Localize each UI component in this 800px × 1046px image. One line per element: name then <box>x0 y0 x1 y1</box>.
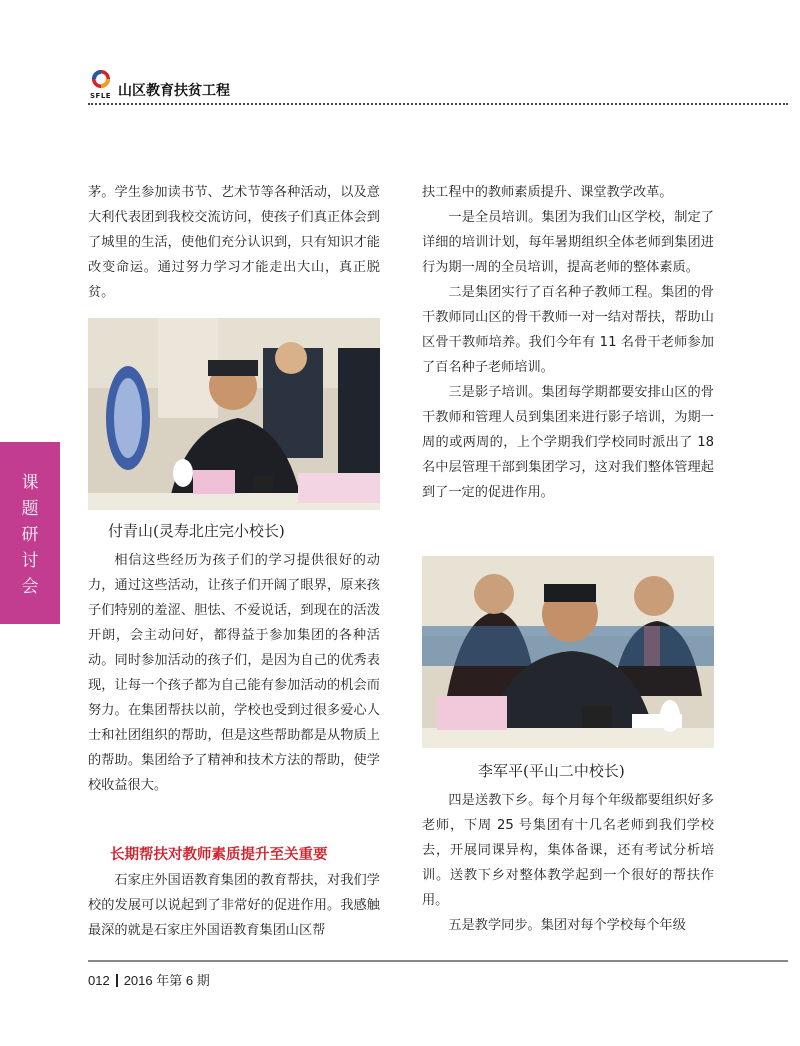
header-dotted-rule <box>88 103 788 105</box>
page-header <box>88 68 788 108</box>
sfle-logo-icon <box>88 68 114 106</box>
side-tab-char: 研 <box>21 525 39 545</box>
logo-text: SFLE <box>90 92 112 100</box>
body-paragraph: 四是送教下乡。每个月每个年级都要组织好多老师，下周 25 号集团有十几名老师到我们学校去，开展同课异构，集体备课，还有考试分析培训。送教下乡对整体教学起到一个很好的帮扶作用。 <box>422 793 714 908</box>
issue-label: 2016 年第 6 期 <box>123 973 210 988</box>
section-heading: 长期帮扶对教师素质提升至关重要 <box>110 846 328 863</box>
photo-speaker-1 <box>88 318 380 510</box>
body-paragraph: 二是集团实行了百名种子教师工程。集团的骨干教师同山区的骨干教师一对一结对帮扶，帮助山区骨干教师培养。我们今年有 11 名骨干老师参加了百名种子老师培训。 <box>422 285 714 375</box>
right-column-bottom <box>422 788 714 938</box>
body-paragraph: 三是影子培训。集团每学期都要安排山区的骨干教师和管理人员到集团来进行影子培训，为期一周的或两周的，上个学期我们学校同时派出了 18 名中层管理干部到集团学习，这对我们整体管理起到了一定的促进作用。 <box>422 385 714 500</box>
footer-rule <box>88 960 788 962</box>
photo-1-caption: 付青山(灵寿北庄完小校长) <box>108 522 285 540</box>
side-tab-char: 题 <box>21 499 39 519</box>
page-footer <box>88 970 210 989</box>
side-tab-char: 课 <box>21 473 39 493</box>
body-paragraph: 相信这些经历为孩子们的学习提供很好的动力，通过这些活动，让孩子们开阔了眼界，原来孩子们特别的羞涩、胆怯、不爱说话，到现在的活泼开朗，会主动问好，都得益于参加集团的各种活动。同时参加活动的孩子们，是因为自己的优秀表现，让每一个孩子都为自己能有参加活动的机会而努力。在集团帮扶以前，学校也受到过很多爱心人士和社团组织的帮助，但是这些帮助都是从物质上的帮助。集团给予了精神和技术方法的帮助，使学校收益很大。 <box>88 553 380 793</box>
side-tab-char: 讨 <box>21 551 39 571</box>
side-tab-char: 会 <box>21 577 39 597</box>
photo-1-illustration <box>88 318 380 510</box>
section-side-tab <box>0 442 60 624</box>
body-paragraph: 石家庄外国语教育集团的教育帮扶，对我们学校的发展可以说起到了非常好的促进作用。我感触最深的就是石家庄外国语教育集团山区帮 <box>88 873 380 938</box>
left-column-top <box>88 180 380 305</box>
right-column-top <box>422 180 714 505</box>
body-paragraph: 茅。学生参加读书节、艺术节等各种活动，以及意大利代表团到我校交流访问，使孩子们真正体会到了城里的生活，使他们充分认识到，只有知识才能改变命运。通过努力学习才能走出大山，真正脱贫。 <box>88 185 380 300</box>
left-column-bottom <box>88 868 380 943</box>
left-column-middle <box>88 548 380 798</box>
header-title: 山区教育扶贫工程 <box>118 83 230 99</box>
page-number: 012 <box>88 973 110 988</box>
body-paragraph: 一是全员培训。集团为我们山区学校，制定了详细的培训计划，每年暑期组织全体老师到集团进行为期一周的全员培训，提高老师的整体素质。 <box>422 210 714 275</box>
body-paragraph: 五是教学同步。集团对每个学校每个年级 <box>448 918 686 933</box>
body-paragraph: 扶工程中的教师素质提升、课堂教学改革。 <box>422 185 673 200</box>
photo-2-illustration <box>422 556 714 748</box>
footer-separator <box>116 974 118 987</box>
photo-speaker-2 <box>422 556 714 748</box>
photo-2-caption: 李军平(平山二中校长) <box>478 762 625 780</box>
